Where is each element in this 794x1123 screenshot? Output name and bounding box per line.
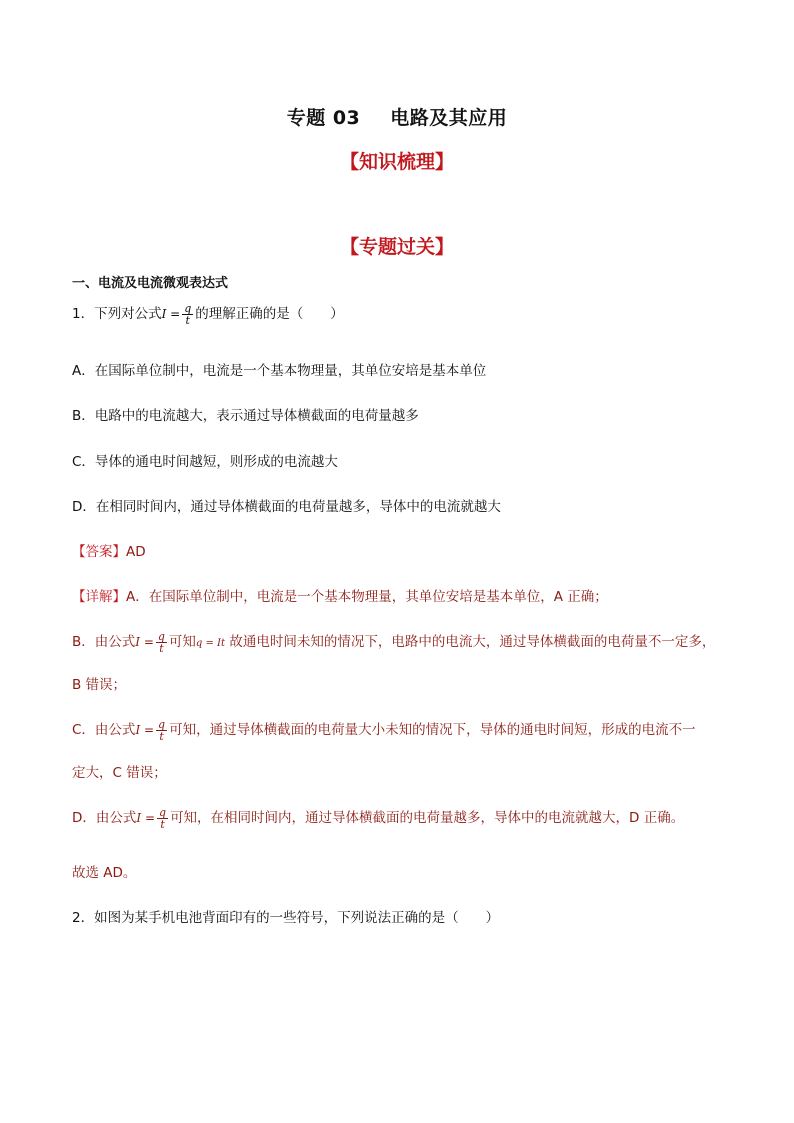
- question-1-stem: [72, 302, 344, 326]
- option-c: C．导体的通电时间越短，则形成的电流越大: [72, 454, 338, 470]
- fraction-numerator: q: [159, 805, 167, 819]
- question-2-stem: 2．如图为某手机电池背面印有的一些符号，下列说法正确的是（ ）: [72, 910, 500, 926]
- detail-d-fraction: [157, 807, 168, 830]
- detail-c-suffix: 可知，通过导体横截面的电荷量大小未知的情况下，导体的通电时间短，形成的电流不一: [169, 722, 696, 738]
- title-topic-name: 电路及其应用: [390, 107, 508, 129]
- detail-line-d: [72, 806, 684, 830]
- detail-b-middle: 可知: [168, 634, 196, 650]
- option-d: D．在相同时间内，通过导体横截面的电荷量越多，导体中的电流就越大: [72, 499, 501, 515]
- detail-d-formula-lhs: I =: [136, 811, 156, 825]
- q1-formula-fraction: [182, 303, 193, 326]
- section-heading: 一、电流及电流微观表达式: [72, 276, 229, 291]
- fraction-denominator: t: [159, 641, 164, 655]
- conclusion-line: 故选 AD。: [72, 865, 137, 881]
- detail-line-a: [72, 585, 608, 605]
- detail-d-suffix: 可知，在相同时间内，通过导体横截面的电荷量越多，导体中的电流就越大，D 正确。: [170, 810, 685, 826]
- page-title: [0, 103, 794, 130]
- detail-line-c: [72, 718, 696, 742]
- fraction-numerator: q: [157, 629, 165, 643]
- detail-b-fraction: [156, 631, 167, 654]
- fraction-denominator: t: [160, 817, 165, 831]
- fraction-numerator: q: [158, 717, 166, 731]
- q1-formula-lhs: I =: [161, 307, 181, 321]
- topic-pass-heading: 【专题过关】: [339, 236, 454, 258]
- fraction-denominator: t: [185, 313, 190, 327]
- detail-b-prefix: B．由公式: [72, 634, 136, 650]
- title-topic-number: 专题 03: [286, 107, 361, 129]
- detail-line-c-continued: 定大，C 错误；: [72, 765, 167, 781]
- answer-line: [72, 540, 146, 560]
- detail-b-equation: q = It: [195, 638, 226, 649]
- detail-b-formula-lhs: I =: [135, 635, 154, 649]
- detail-label: 【详解】: [72, 589, 126, 605]
- knowledge-summary-heading: 【知识梳理】: [339, 151, 454, 173]
- fraction-numerator: q: [184, 301, 192, 315]
- detail-c-formula-lhs: I =: [135, 723, 155, 737]
- q1-stem-suffix: 的理解正确的是（ ）: [195, 306, 344, 322]
- detail-d-prefix: D．由公式: [72, 810, 137, 826]
- detail-c-prefix: C．由公式: [72, 722, 136, 738]
- option-a: A．在国际单位制中，电流是一个基本物理量，其单位安培是基本单位: [72, 363, 487, 379]
- answer-label: 【答案】: [72, 544, 126, 560]
- detail-line-b: [72, 630, 715, 654]
- detail-a-text: A．在国际单位制中，电流是一个基本物理量，其单位安培是基本单位，A 正确；: [126, 589, 608, 605]
- q1-stem-prefix: 1．下列对公式: [72, 306, 162, 322]
- detail-c-fraction: [156, 719, 167, 742]
- detail-line-b-continued: B 错误；: [72, 677, 127, 693]
- fraction-denominator: t: [159, 729, 164, 743]
- option-b: B．电路中的电流越大，表示通过导体横截面的电荷量越多: [72, 408, 419, 424]
- answer-value: AD: [126, 544, 146, 560]
- detail-b-suffix: 故通电时间未知的情况下，电路中的电流大，通过导体横截面的电荷量不一定多，: [229, 634, 716, 650]
